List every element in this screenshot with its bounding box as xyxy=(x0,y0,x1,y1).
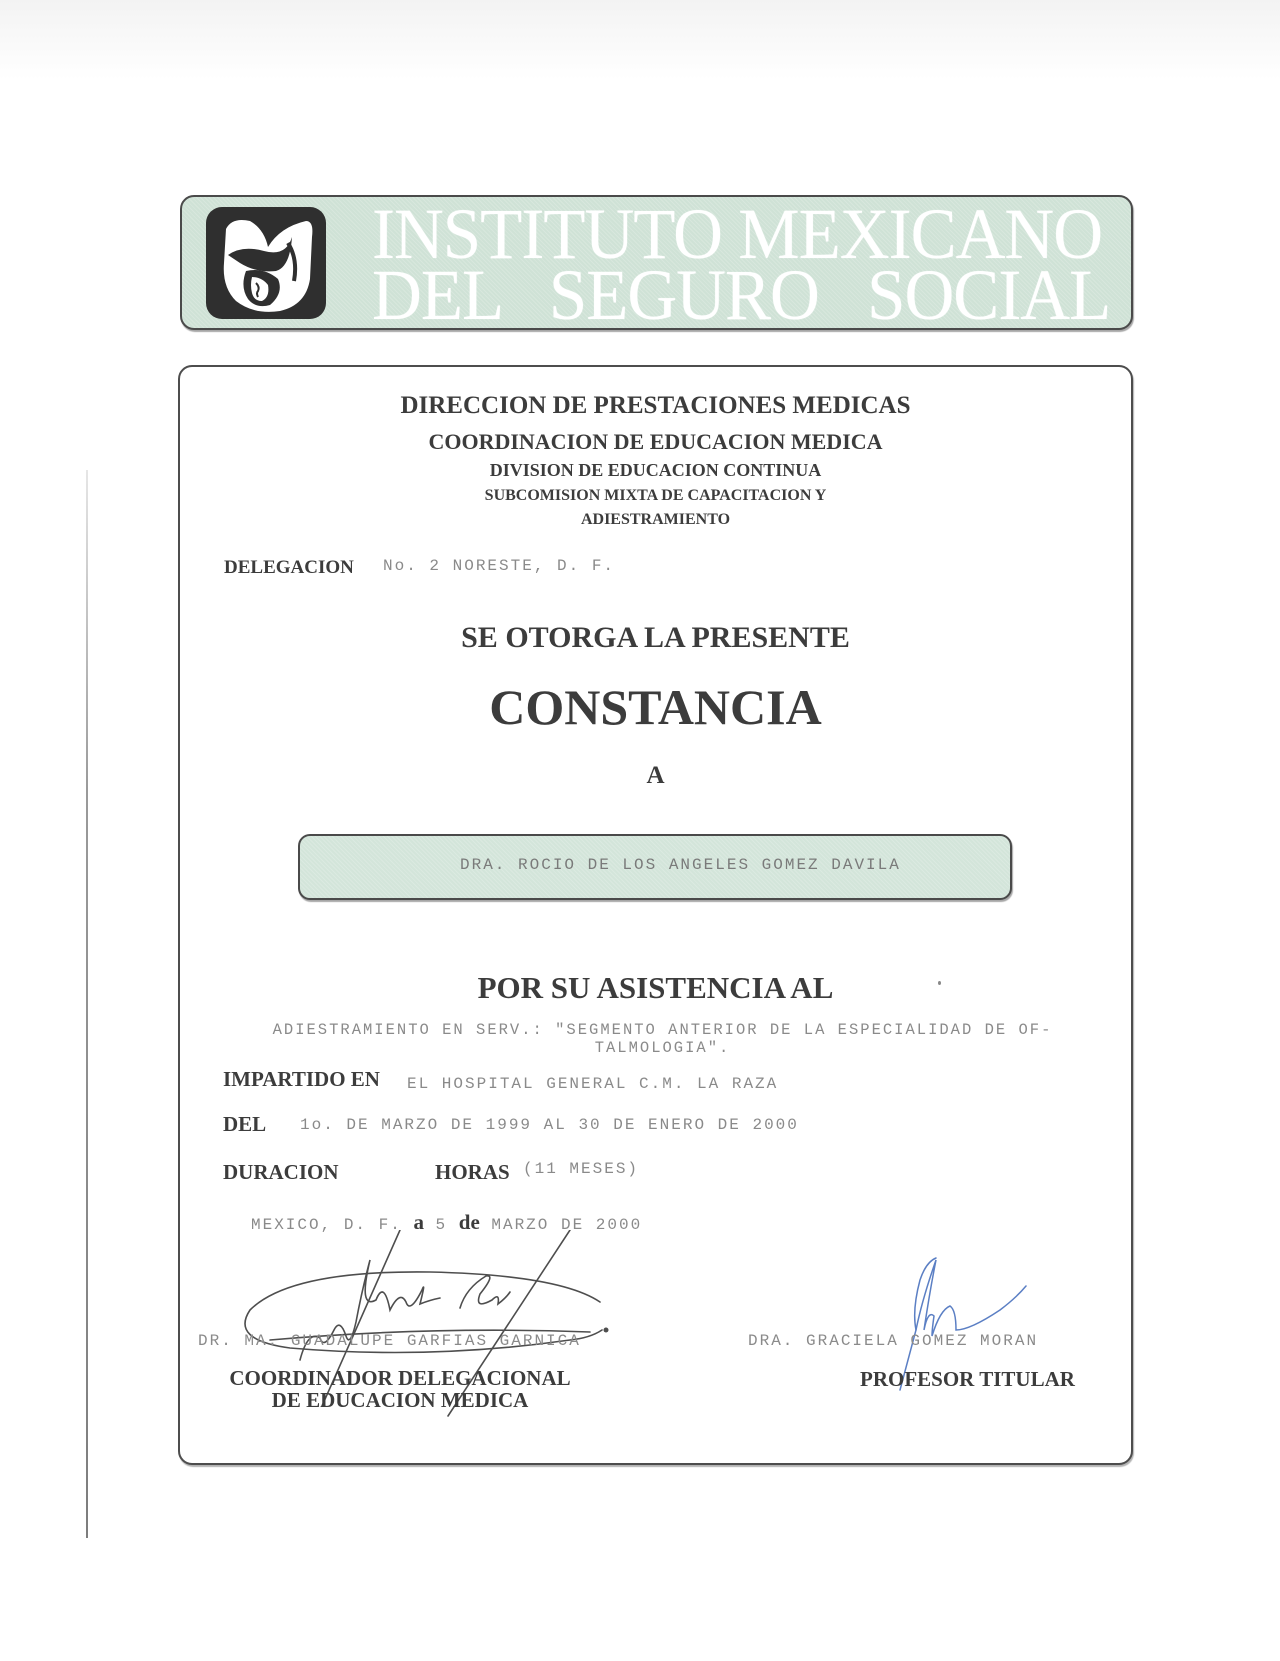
right-signer-role: PROFESOR TITULAR xyxy=(860,1367,1075,1391)
left-signer-role-line1: COORDINADOR DELEGACIONAL xyxy=(229,1366,571,1390)
award-title: CONSTANCIA xyxy=(489,679,822,735)
imparted-label: IMPARTIDO EN xyxy=(223,1067,380,1091)
hours-label: HORAS xyxy=(435,1160,510,1184)
institution-name-line2: DEL SEGURO SOCIAL xyxy=(372,254,1111,335)
heading-subcommission-line1: SUBCOMISION MIXTA DE CAPACITACION Y xyxy=(484,487,827,504)
recipient-box xyxy=(298,834,1012,900)
left-signer-role xyxy=(205,1367,595,1411)
course-description xyxy=(205,1021,1120,1057)
recipient-name: DRA. ROCIO DE LOS ANGELES GOMEZ DAVILA xyxy=(460,856,901,874)
delegation-value: No. 2 NORESTE, D. F. xyxy=(383,557,616,575)
institution-name xyxy=(372,193,1122,335)
delegation-label: DELEGACION xyxy=(224,557,354,578)
course-heading: POR SU ASISTENCIA AL xyxy=(477,970,834,1005)
scan-margin-line xyxy=(86,470,88,1538)
award-line: SE OTORGA LA PRESENTE xyxy=(461,621,850,654)
period-label: DEL xyxy=(223,1112,267,1136)
imparted-value: EL HOSPITAL GENERAL C.M. LA RAZA xyxy=(407,1075,779,1093)
left-signer-name: DR. MA. GUADALUPE GARFIAS GARNICA xyxy=(198,1332,581,1350)
scan-speck xyxy=(938,981,941,985)
award-to: A xyxy=(646,762,665,789)
issue-de: de xyxy=(458,1210,480,1234)
certificate-frame xyxy=(178,365,1133,1465)
heading-direction: DIRECCION DE PRESTACIONES MEDICAS xyxy=(400,392,911,419)
duration-label: DURACION xyxy=(223,1160,339,1184)
right-signer-name: DRA. GRACIELA GOMEZ MORAN xyxy=(748,1332,1039,1350)
course-description-line1: ADIESTRAMIENTO EN SERV.: "SEGMENTO ANTERIOR DE LA ESPECIALIDAD DE OF- xyxy=(272,1021,1053,1039)
issue-date-line xyxy=(251,1210,642,1235)
imss-eagle-logo-icon xyxy=(206,207,326,319)
left-signer-role-line2: DE EDUCACION MEDICA xyxy=(271,1388,529,1412)
period-value: 1o. DE MARZO DE 1999 AL 30 DE ENERO DE 2000 xyxy=(300,1116,799,1134)
issue-month-year: MARZO DE 2000 xyxy=(491,1216,643,1234)
scan-shadow xyxy=(0,0,1280,80)
issue-day: 5 xyxy=(435,1216,448,1234)
institution-banner xyxy=(180,193,1133,335)
hours-value: (11 MESES) xyxy=(523,1160,640,1178)
course-description-line2: TALMOLOGIA". xyxy=(594,1039,731,1057)
heading-subcommission-line2: ADIESTRAMIENTO xyxy=(580,511,731,528)
institution-name-line1: INSTITUTO MEXICANO xyxy=(372,193,1103,274)
heading-division: DIVISION DE EDUCACION CONTINUA xyxy=(489,460,822,480)
heading-coordination: COORDINACION DE EDUCACION MEDICA xyxy=(428,429,883,454)
issue-place: MEXICO, D. F. xyxy=(251,1216,402,1234)
issue-a: a xyxy=(413,1210,424,1234)
